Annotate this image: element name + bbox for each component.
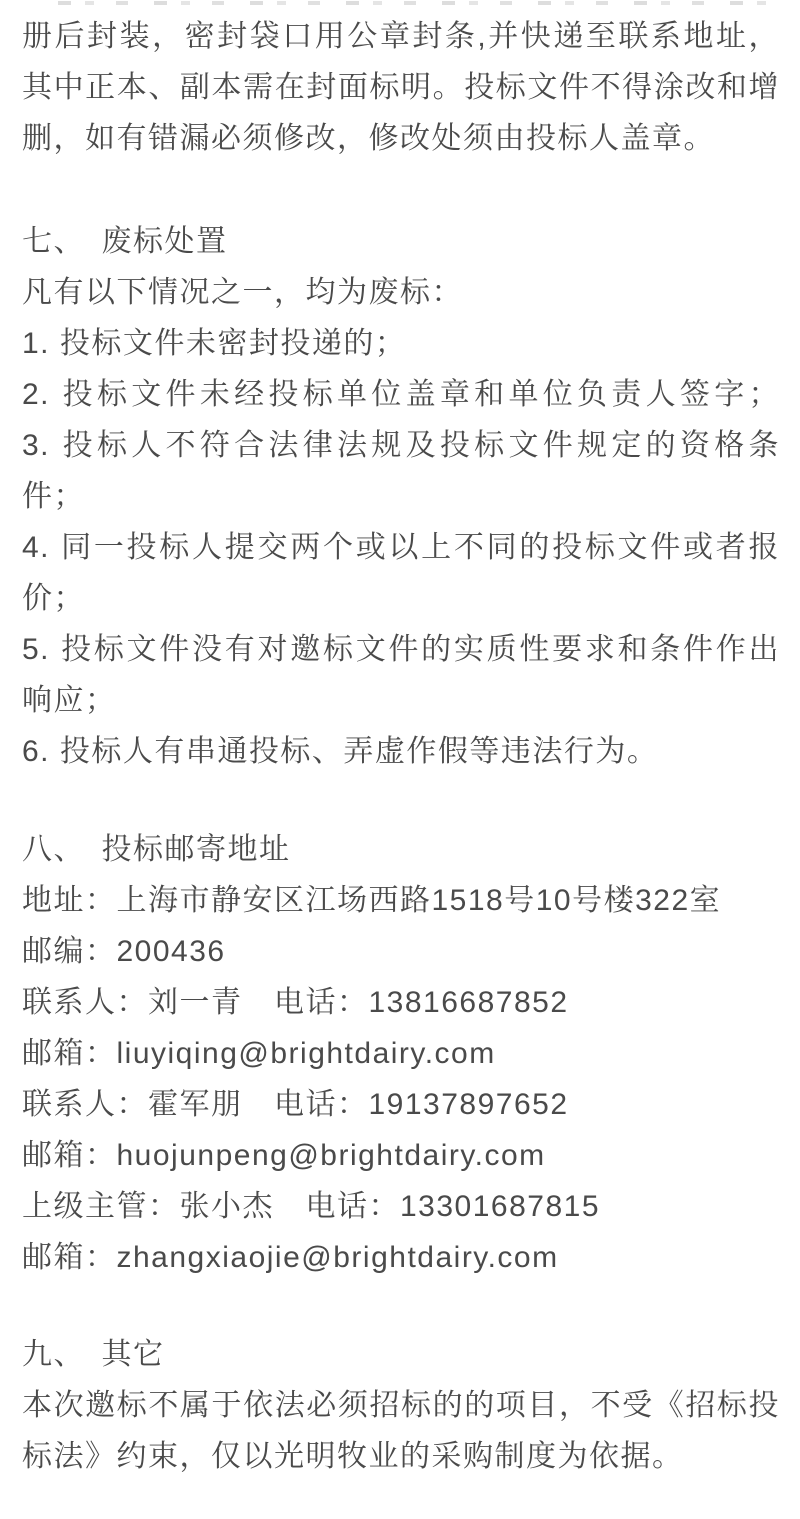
clipped-previous-line — [22, 0, 780, 9]
intro-line: 删，如有错漏必须修改，修改处须由投标人盖章。 — [22, 122, 715, 155]
invalid-bid-item-5-wrap: 响应； — [22, 684, 117, 717]
section-heading-mailing-address: 八、 投标邮寄地址 — [22, 833, 291, 866]
mailing-address-line: 地址：上海市静安区江场西路1518号10号楼322室 — [22, 884, 722, 917]
invalid-bid-item-4-wrap: 价； — [22, 582, 85, 615]
invalid-bid-item-6: 6. 投标人有串通投标、弄虚作假等违法行为。 — [22, 735, 659, 768]
other-line: 本次邀标不属于依法必须招标的的项目，不受《招标投 — [22, 1389, 780, 1422]
intro-paragraph — [22, 11, 780, 164]
intro-line: 其中正本、副本需在封面标明。投标文件不得涂改和增 — [22, 71, 780, 104]
invalid-bid-item-1: 1. 投标文件未密封投递的； — [22, 327, 407, 360]
intro-line: 册后封装，密封袋口用公章封条,并快递至联系地址， — [22, 20, 780, 53]
section-other — [22, 1329, 780, 1482]
supervisor-email-line: 邮箱：zhangxiaojie@brightdairy.com — [22, 1241, 559, 1274]
other-line-wrap: 标法》约束，仅以光明牧业的采购制度为依据。 — [22, 1440, 684, 1473]
invalid-bid-item-4: 4. 同一投标人提交两个或以上不同的投标文件或者报 — [22, 531, 780, 564]
section-mailing-address — [22, 824, 780, 1283]
invalid-bid-item-3: 3. 投标人不符合法律法规及投标文件规定的资格条 — [22, 429, 780, 462]
invalid-bid-intro: 凡有以下情况之一，均为废标： — [22, 276, 463, 309]
section-heading-other: 九、 其它 — [22, 1338, 165, 1371]
invalid-bid-item-5: 5. 投标文件没有对邀标文件的实质性要求和条件作出 — [22, 633, 780, 666]
invalid-bid-item-3-wrap: 件； — [22, 480, 85, 513]
contact-1-line: 联系人：刘一青 电话：13816687852 — [22, 986, 569, 1019]
contact-2-line: 联系人：霍军朋 电话：19137897652 — [22, 1088, 569, 1121]
section-invalid-bid — [22, 216, 780, 777]
supervisor-line: 上级主管：张小杰 电话：13301687815 — [22, 1190, 601, 1223]
contact-1-email-line: 邮箱：liuyiqing@brightdairy.com — [22, 1037, 496, 1070]
postal-code-line: 邮编：200436 — [22, 935, 226, 968]
contact-2-email-line: 邮箱：huojunpeng@brightdairy.com — [22, 1139, 546, 1172]
section-heading-invalid-bid: 七、 废标处置 — [22, 225, 228, 258]
invalid-bid-item-2: 2. 投标文件未经投标单位盖章和单位负责人签字； — [22, 378, 780, 411]
